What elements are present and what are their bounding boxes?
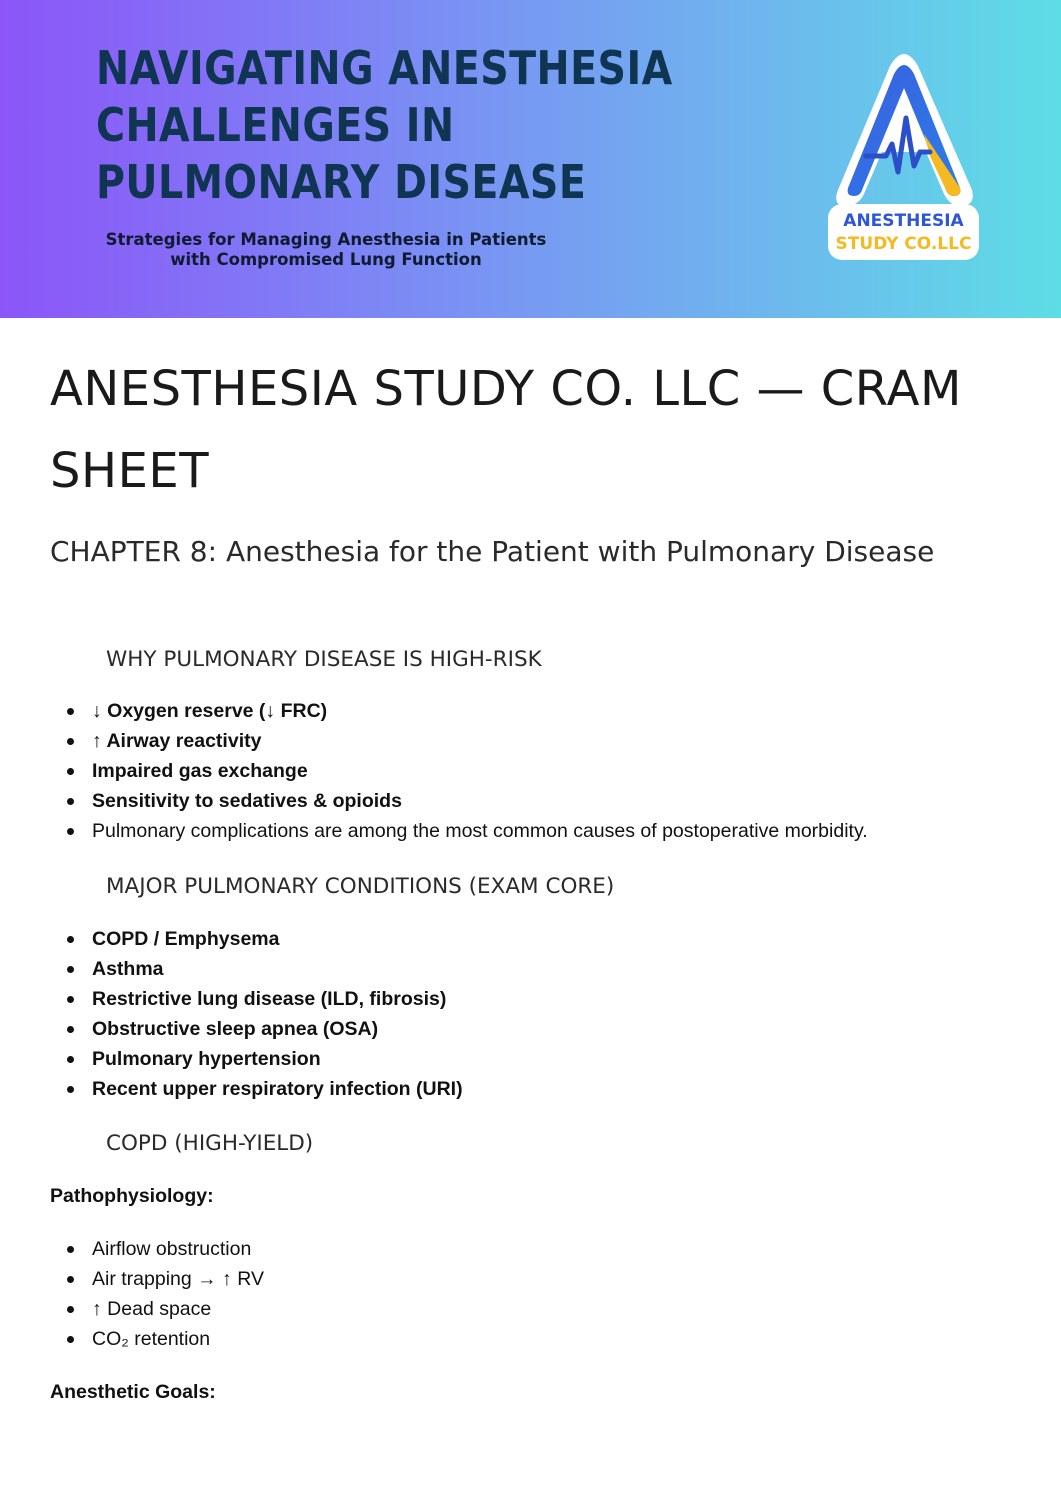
list-item: Sensitivity to sedatives & opioids [62, 786, 868, 816]
list-item: CO₂ retention [62, 1324, 264, 1354]
list-item: Air trapping → ↑ RV [62, 1264, 264, 1294]
list-item: Obstructive sleep apnea (OSA) [62, 1014, 463, 1044]
list-item: Asthma [62, 954, 463, 984]
list-item: Pulmonary complications are among the most common causes of postoperative morbidity. [62, 816, 868, 846]
banner-title: NAVIGATING ANESTHESIA CHALLENGES IN PULMONARY DISEASE [96, 41, 673, 209]
list-item: Airflow obstruction [62, 1234, 264, 1264]
list-item: Recent upper respiratory infection (URI) [62, 1074, 463, 1104]
anesthesia-study-logo [826, 48, 981, 260]
major-conditions-list [62, 924, 463, 1104]
list-item: COPD / Emphysema [62, 924, 463, 954]
logo-text-anesthesia: ANESTHESIA [843, 211, 964, 231]
why-high-risk-list [62, 696, 868, 846]
list-item: ↓ Oxygen reserve (↓ FRC) [62, 696, 868, 726]
chapter-title: CHAPTER 8: Anesthesia for the Patient with Pulmonary Disease [50, 535, 935, 568]
list-item: ↑ Airway reactivity [62, 726, 868, 756]
list-item: ↑ Dead space [62, 1294, 264, 1324]
pathophysiology-list [62, 1234, 264, 1354]
banner-subtitle: Strategies for Managing Anesthesia in Patients with Compromised Lung Function [105, 230, 547, 269]
section-heading-why-high-risk: WHY PULMONARY DISEASE IS HIGH-RISK [106, 647, 542, 672]
anesthetic-goals-label: Anesthetic Goals: [50, 1381, 216, 1403]
section-heading-major-conditions: MAJOR PULMONARY CONDITIONS (EXAM CORE) [106, 874, 615, 899]
list-item: Restrictive lung disease (ILD, fibrosis) [62, 984, 463, 1014]
document-title: ANESTHESIA STUDY CO. LLC — CRAM SHEET [50, 361, 962, 499]
logo-text-studyco: STUDY CO.LLC [835, 234, 972, 254]
header-banner [0, 0, 1061, 318]
section-heading-copd: COPD (HIGH-YIELD) [106, 1131, 314, 1156]
list-item: Impaired gas exchange [62, 756, 868, 786]
list-item: Pulmonary hypertension [62, 1044, 463, 1074]
pathophysiology-label: Pathophysiology: [50, 1185, 214, 1207]
